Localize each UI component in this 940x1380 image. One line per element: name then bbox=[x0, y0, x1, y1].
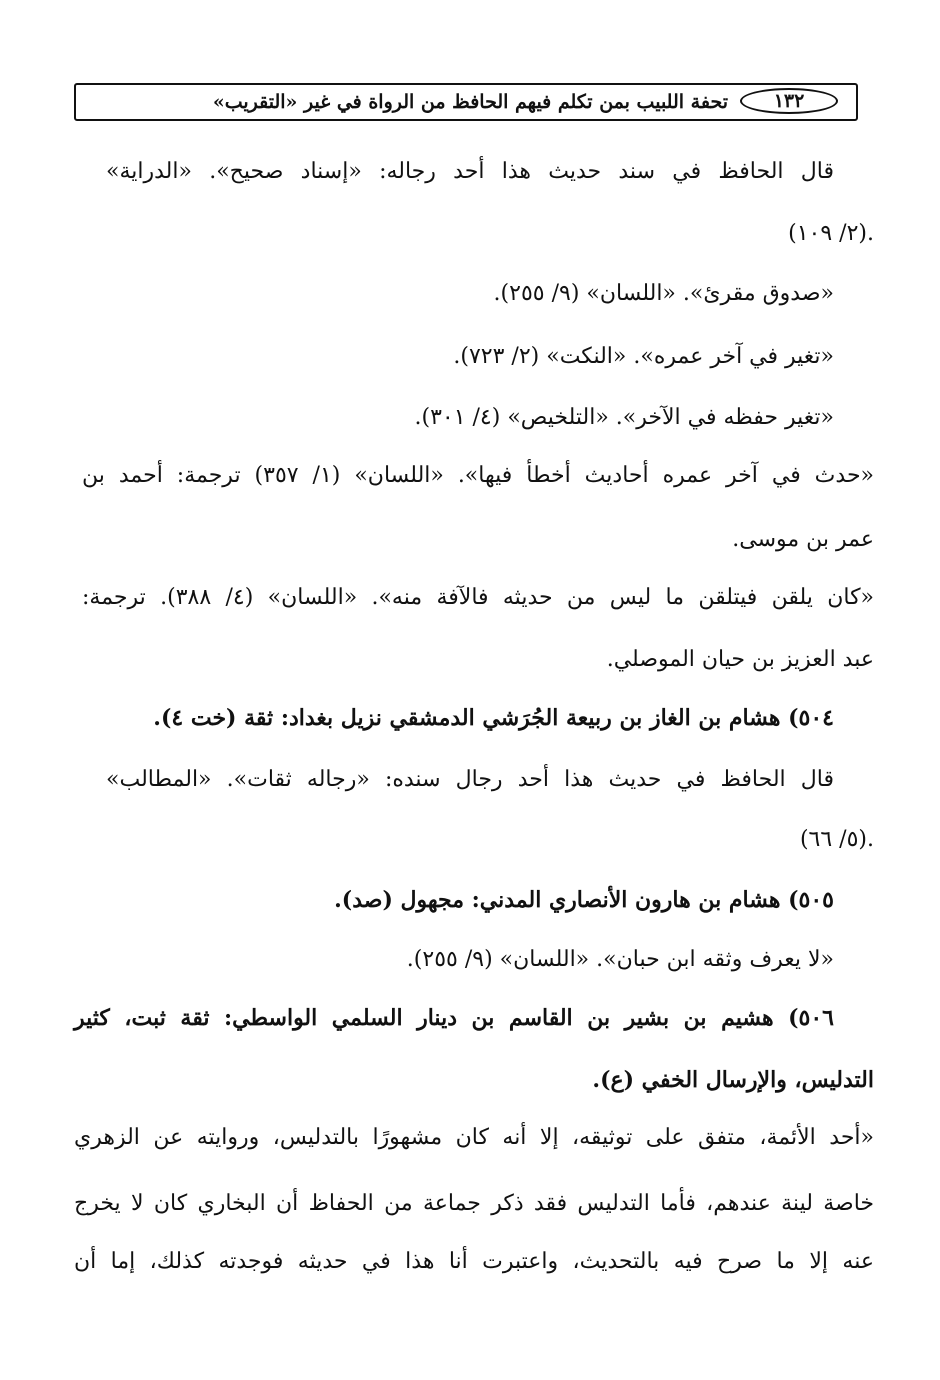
header-title: تحفة اللبيب بمن تكلم فيهم الحافظ من الرواة في غير «التقريب» bbox=[212, 91, 728, 113]
body-line-5: «تغير حفظه في الآخر». «التلخيص» (٤/ ٣٠١). bbox=[414, 405, 834, 430]
body-line-14: «لا يعرف وثقه ابن حبان». «اللسان» (٩/ ٢٥٥). bbox=[406, 947, 834, 972]
body-line-7: عمر بن موسى. bbox=[732, 527, 874, 552]
body-line-1: قال الحافظ في سند حديث هذا أحد رجاله: «إسناد صحيح». «الدراية» bbox=[106, 159, 834, 184]
body-line-2: .(٢/ ١٠٩) bbox=[788, 221, 874, 246]
body-line-19: عنه إلا ما صرح فيه بالتحديث، واعتبرت أنا هذا في حديثه فوجدته كذلك، إما أن bbox=[74, 1249, 874, 1274]
page-number: ١٣٢ bbox=[740, 88, 838, 114]
body-line-9: عبد العزيز بن حيان الموصلي. bbox=[606, 647, 874, 672]
body-line-8: «كان يلقن فيتلقن ما ليس من حديثه فالآفة منه». «اللسان» (٤/ ٣٨٨). ترجمة: bbox=[82, 585, 875, 610]
body-line-11: قال الحافظ في حديث هذا أحد رجال سنده: «رجاله ثقات». «المطالب» bbox=[106, 767, 834, 792]
body-line-6: «حدث في آخر عمره أحاديث أخطأ فيها». «اللسان» (١/ ٣٥٧) ترجمة: أحمد بن bbox=[82, 463, 875, 488]
entry-505-heading: ٥٠٥) هشام بن هارون الأنصاري المدني: مجهول (صد). bbox=[334, 887, 834, 913]
body-line-3: «صدوق مقرئ». «اللسان» (٩/ ٢٥٥). bbox=[493, 281, 834, 306]
entry-506-heading: ٥٠٦) هشيم بن بشير بن القاسم بن دينار السلمي الواسطي: ثقة ثبت، كثير bbox=[74, 1005, 834, 1031]
body-line-12: .(٥/ ٦٦) bbox=[799, 827, 874, 852]
body-line-17: «أحد الأئمة، متفق على توثيقه، إلا أنه كان مشهورًا بالتدليس، وروايته عن الزهري bbox=[74, 1125, 874, 1150]
running-header bbox=[74, 83, 858, 121]
body-line-18: خاصة لينة عندهم، فأما التدليس فقد ذكر جماعة من الحفاظ أن البخاري كان لا يخرج bbox=[74, 1191, 874, 1216]
body-line-4: «تغير في آخر عمره». «النكت» (٢/ ٧٢٣). bbox=[453, 344, 834, 369]
entry-504-heading: ٥٠٤) هشام بن الغاز بن ربيعة الجُرَشي الدمشقي نزيل بغداد: ثقة (خت ٤). bbox=[153, 705, 834, 731]
entry-506-heading-cont: التدليس، والإرسال الخفي (ع). bbox=[592, 1067, 874, 1093]
